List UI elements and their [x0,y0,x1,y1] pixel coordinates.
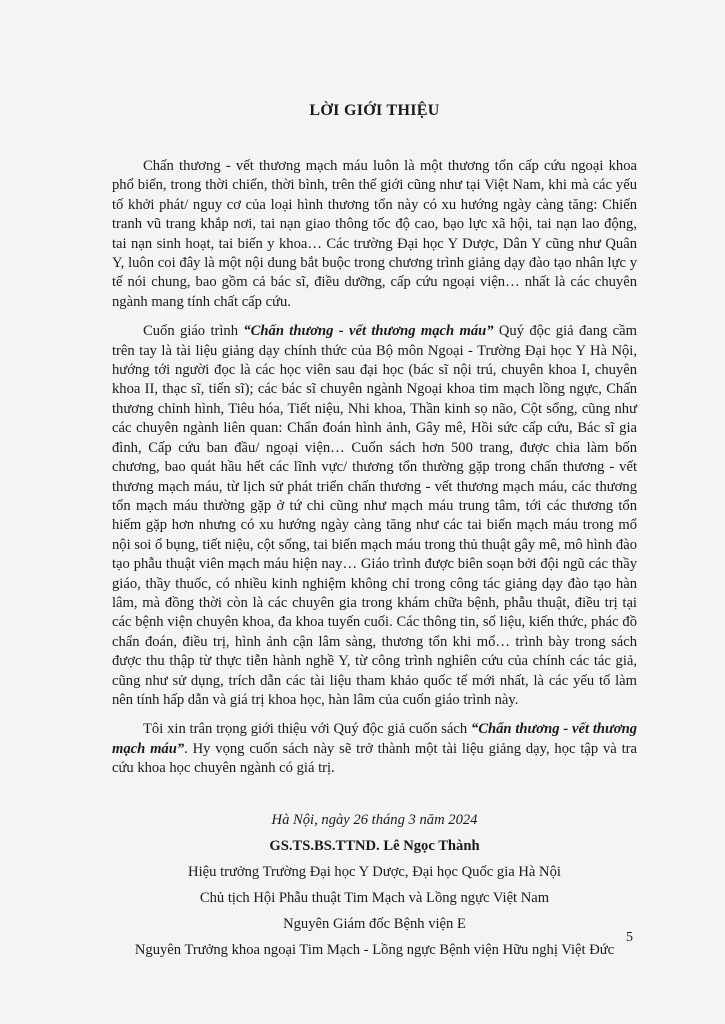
signature-role: Nguyên Giám đốc Bệnh viện E [283,915,466,932]
paragraph-book-description [112,322,637,710]
signature-date: Hà Nội, ngày 26 tháng 3 năm 2024 [271,811,478,828]
signature-role: Chủ tịch Hội Phẫu thuật Tim Mạch và Lồng ngực Việt Nam [199,889,550,906]
paragraph-closing [112,720,637,778]
paragraph-prefix: Tôi xin trân trọng giới thiệu với Quý độc giả cuốn sách [143,721,471,738]
paragraph-body: . Hy vọng cuốn sách này sẽ trở thành một tài liệu giảng dạy, học tập và tra cứu khoa học chuyên ngành có giá trị. [112,740,637,777]
page-title: LỜI GIỚI THIỆU [309,102,440,119]
paragraph-intro: Chấn thương - vết thương mạch máu luôn là một thương tổn cấp cứu ngoại khoa phổ biến, trong thời chiến, thời bình, trên thế giới cũng như tại Việt Nam, khi mà các yếu tố khởi phát/ nguy cơ của loại hình thương tổn này có xu hướng ngày càng tăng: Chiến tranh vũ trang khắp nơi, tai nạn giao thông tốc độ cao, bạo lực xã hội, tai nạn lao động, tai nạn sinh hoạt, tai biến y khoa… Các trường Đại học Y Dược, Dân Y cũng như Quân Y, luôn coi đây là một nội dung bắt buộc trong chương trình giảng dạy đào tạo nhân lực y tế nói chung, bao gồm cả bác sĩ, điều dưỡng, cấp cứu ngoại viện… nhất là các chuyên ngành mang tính chất cấp cứu. [112,158,637,310]
paragraph-body: Quý độc giả đang cầm trên tay là tài liệu giảng dạy chính thức của Bộ môn Ngoại - Trường Đại học Y Hà Nội, hướng tới người đọc là các học viên sau đại học (bác sĩ nội trú, chuyên khoa I, chuyên khoa II, thạc sĩ, tiến sĩ); các bác sĩ chuyên ngành Ngoại khoa tim mạch lồng ngực, Chấn thương chỉnh hình, Tiêu hóa, Tiết niệu, Nhi khoa, Thần kinh sọ não, Cột sống, cũng như các chuyên ngành liên quan: Chẩn đoán hình ảnh, Gây mê, Hồi sức cấp cứu, Bác sĩ gia đình, Cấp cứu ban đầu/ ngoại viện… Cuốn sách hơn 500 trang, được chia làm bốn chương, bao quát hầu hết các lĩnh vực/ thương tổn thường gặp trong chấn thương - vết thương mạch máu, từ lịch sử phát triển chấn thương - vết thương mạch máu, các thương tổn mạch máu thường gặp ở tứ chi cũng như mạch máu trung tâm, tới các thương tổn hiếm gặp hơn nhưng có xu hướng ngày càng tăng như các tai biến mạch máu trong mổ nội soi ổ bụng, tiết niệu, cột sống, tai biến mạch máu trong thủ thuật gây mê, mô hình đào tạo phẫu thuật viên mạch máu hiện nay… Giáo trình được biên soạn bởi đội ngũ các thầy giáo, thầy thuốc, có nhiều kinh nghiệm không chỉ trong công tác giảng dạy đào tạo hàn lâm, mà đồng thời còn là các chuyên gia trong khám chữa bệnh, phẫu thuật, điều trị tại các bệnh viện chuyên khoa, đa khoa tuyến cuối. Các thông tin, số liệu, kiến thức, phác đồ chẩn đoán, điều trị, hình ảnh cận lâm sàng, thương tổn khi mổ… trình bày trong sách được thu thập từ thực tiễn hành nghề Y, từ công trình nghiên cứu của chính các tác giả, cũng như sử dụng, trích dẫn các tài liệu tham khảo quốc tế mới nhất, là các yếu tố làm nên tính hấp dẫn và giá trị khoa học, hàn lâm của cuốn giáo trình này. [112,323,637,708]
signature-role: Nguyên Trưởng khoa ngoại Tim Mạch - Lồng ngực Bệnh viện Hữu nghị Việt Đức [134,941,615,958]
paragraph-prefix: Cuốn giáo trình [143,323,244,340]
book-title: “Chấn thương - vết thương mạch máu” [243,323,494,340]
signature-block [112,807,637,963]
signature-role: Hiệu trưởng Trường Đại học Y Dược, Đại học Quốc gia Hà Nội [188,863,561,880]
book-title: “Chấn thương - vết thương mạch máu” [112,721,637,757]
signature-name: GS.TS.BS.TTND. Lê Ngọc Thành [269,837,480,854]
page-number: 5 [626,930,633,945]
